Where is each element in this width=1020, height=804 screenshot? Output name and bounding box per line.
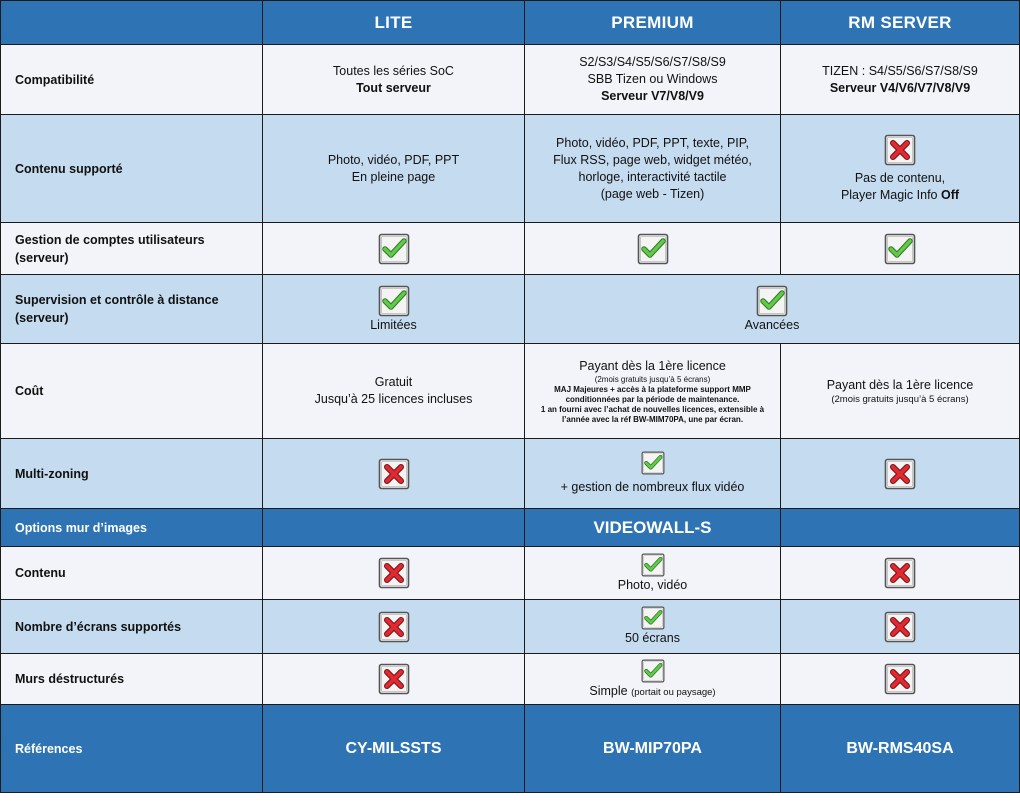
text-line: TIZEN : S4/S5/S6/S7/S8/S9 bbox=[822, 63, 978, 78]
row-references bbox=[1, 705, 1020, 793]
row-contenu bbox=[1, 547, 1020, 600]
row-label: Compatibilité bbox=[1, 45, 263, 115]
cross-icon bbox=[378, 663, 410, 695]
text-line: SBB Tizen ou Windows bbox=[587, 72, 718, 86]
cell-premium bbox=[525, 439, 781, 509]
cell-premium bbox=[525, 600, 781, 654]
text-line: (2mois gratuits jusqu’à 5 écrans) bbox=[831, 394, 969, 405]
check-icon bbox=[641, 553, 665, 577]
text-line bbox=[781, 187, 1019, 204]
cell-premium bbox=[525, 223, 781, 275]
text-line: Avancées bbox=[744, 317, 800, 332]
row-murs-destructures bbox=[1, 654, 1020, 705]
cell-premium bbox=[525, 45, 781, 115]
text-line: Toutes les séries SoC bbox=[333, 63, 454, 78]
row-supervision bbox=[1, 275, 1020, 344]
text-part-bold: Off bbox=[940, 187, 960, 202]
text-line: + gestion de nombreux flux vidéo bbox=[560, 480, 745, 494]
row-label: Contenu supporté bbox=[1, 115, 263, 223]
header-premium: PREMIUM bbox=[525, 1, 781, 45]
check-icon bbox=[641, 451, 665, 475]
row-label: Nombre d’écrans supportés bbox=[1, 600, 263, 654]
check-icon bbox=[637, 233, 669, 265]
row-multi-zoning bbox=[1, 439, 1020, 509]
cell-premium bbox=[525, 344, 781, 439]
cell-lite bbox=[263, 439, 525, 509]
header-row bbox=[1, 1, 1020, 45]
row-cout bbox=[1, 344, 1020, 439]
header-lite: LITE bbox=[263, 1, 525, 45]
text-line: l’année avec la réf BW-MIM70PA, une par écran. bbox=[561, 414, 744, 424]
text-part-small: (portait ou paysage) bbox=[631, 686, 716, 698]
row-compatibilite bbox=[1, 45, 1020, 115]
cell-rm bbox=[781, 344, 1020, 439]
ref-lite: CY-MILSSTS bbox=[263, 705, 525, 793]
text-part: Player Magic Info bbox=[840, 187, 941, 202]
check-icon bbox=[756, 285, 788, 317]
cell-lite bbox=[263, 654, 525, 705]
cell-rm bbox=[781, 654, 1020, 705]
cell-lite bbox=[263, 45, 525, 115]
cell-rm bbox=[781, 547, 1020, 600]
cross-icon bbox=[378, 458, 410, 490]
cross-icon bbox=[378, 557, 410, 589]
row-gestion-comptes bbox=[1, 223, 1020, 275]
cell-premium bbox=[525, 547, 781, 600]
text-line: (serveur) bbox=[15, 311, 69, 325]
cell-lite bbox=[263, 223, 525, 275]
check-icon bbox=[641, 659, 665, 683]
text-line: Supervision et contrôle à distance bbox=[15, 293, 219, 307]
row-label: Multi-zoning bbox=[1, 439, 263, 509]
cell-lite bbox=[263, 275, 525, 344]
cell-premium-rm bbox=[525, 275, 1020, 344]
header-rm-server: RM SERVER bbox=[781, 1, 1020, 45]
text-line: Gestion de comptes utilisateurs bbox=[15, 232, 205, 247]
text-part: Simple bbox=[589, 683, 632, 698]
text-line: (2mois gratuits jusqu’à 5 écrans) bbox=[594, 374, 711, 384]
row-label bbox=[1, 275, 263, 344]
cell-rm bbox=[781, 600, 1020, 654]
text-line: En pleine page bbox=[351, 169, 436, 184]
cell-rm bbox=[781, 115, 1020, 223]
ref-premium: BW-MIP70PA bbox=[525, 705, 781, 793]
text-line: 1 an fourni avec l’achat de nouvelles licences, extensible à bbox=[540, 404, 765, 414]
text-line: Limitées bbox=[370, 317, 417, 332]
text-line: Serveur V7/V8/V9 bbox=[601, 89, 704, 103]
cross-icon bbox=[884, 134, 916, 166]
row-options-mur bbox=[1, 509, 1020, 547]
check-icon bbox=[884, 233, 916, 265]
cross-icon bbox=[884, 611, 916, 643]
check-icon bbox=[378, 233, 410, 265]
text-line: Tout serveur bbox=[356, 80, 431, 95]
row-nombre-ecrans bbox=[1, 600, 1020, 654]
text-line: Gratuit bbox=[374, 375, 413, 389]
text-line: conditionnées par la période de maintenance. bbox=[565, 394, 740, 404]
text-line: Photo, vidéo, PDF, PPT, texte, PIP, bbox=[556, 135, 749, 150]
cell-lite bbox=[263, 344, 525, 439]
text-line: Pas de contenu, bbox=[854, 170, 946, 185]
text-line: 50 écrans bbox=[625, 631, 680, 645]
text-line: horloge, interactivité tactile bbox=[578, 169, 727, 184]
cell-rm bbox=[781, 223, 1020, 275]
cell-rm bbox=[781, 509, 1020, 547]
cell-lite bbox=[263, 115, 525, 223]
text-line: Serveur V4/V6/V7/V8/V9 bbox=[829, 80, 971, 95]
text-line: Flux RSS, page web, widget météo, bbox=[553, 152, 752, 167]
cross-icon bbox=[884, 663, 916, 695]
header-empty-cell bbox=[1, 1, 263, 45]
text-line: Photo, vidéo bbox=[617, 577, 688, 592]
row-label: Références bbox=[1, 705, 263, 793]
text-line: Photo, vidéo, PDF, PPT bbox=[327, 152, 460, 167]
text-line bbox=[525, 683, 780, 700]
row-contenu-supporte bbox=[1, 115, 1020, 223]
text-line: (serveur) bbox=[15, 250, 69, 265]
text-line: Jusqu’à 25 licences incluses bbox=[314, 392, 473, 406]
ref-rm-server: BW-RMS40SA bbox=[781, 705, 1020, 793]
cell-lite bbox=[263, 547, 525, 600]
check-icon bbox=[378, 285, 410, 317]
text-line: (page web - Tizen) bbox=[600, 186, 705, 201]
cross-icon bbox=[884, 458, 916, 490]
cell-lite bbox=[263, 600, 525, 654]
text-line: MAJ Majeures + accès à la plateforme support MMP bbox=[554, 384, 751, 394]
cell-premium bbox=[525, 654, 781, 705]
cell-lite bbox=[263, 509, 525, 547]
cell-rm bbox=[781, 439, 1020, 509]
row-label bbox=[1, 223, 263, 275]
text-line: S2/S3/S4/S5/S6/S7/S8/S9 bbox=[579, 55, 726, 69]
cross-icon bbox=[378, 611, 410, 643]
check-icon bbox=[641, 606, 665, 630]
cell-rm bbox=[781, 45, 1020, 115]
row-label: Contenu bbox=[1, 547, 263, 600]
row-label: Murs déstructurés bbox=[1, 654, 263, 705]
cell-premium: VIDEOWALL-S bbox=[525, 509, 781, 547]
cross-icon bbox=[884, 557, 916, 589]
cell-premium bbox=[525, 115, 781, 223]
row-label: Coût bbox=[1, 344, 263, 439]
text-line: Payant dès la 1ère licence bbox=[826, 378, 974, 392]
row-label: Options mur d’images bbox=[1, 509, 263, 547]
text-line: Payant dès la 1ère licence bbox=[579, 358, 726, 373]
